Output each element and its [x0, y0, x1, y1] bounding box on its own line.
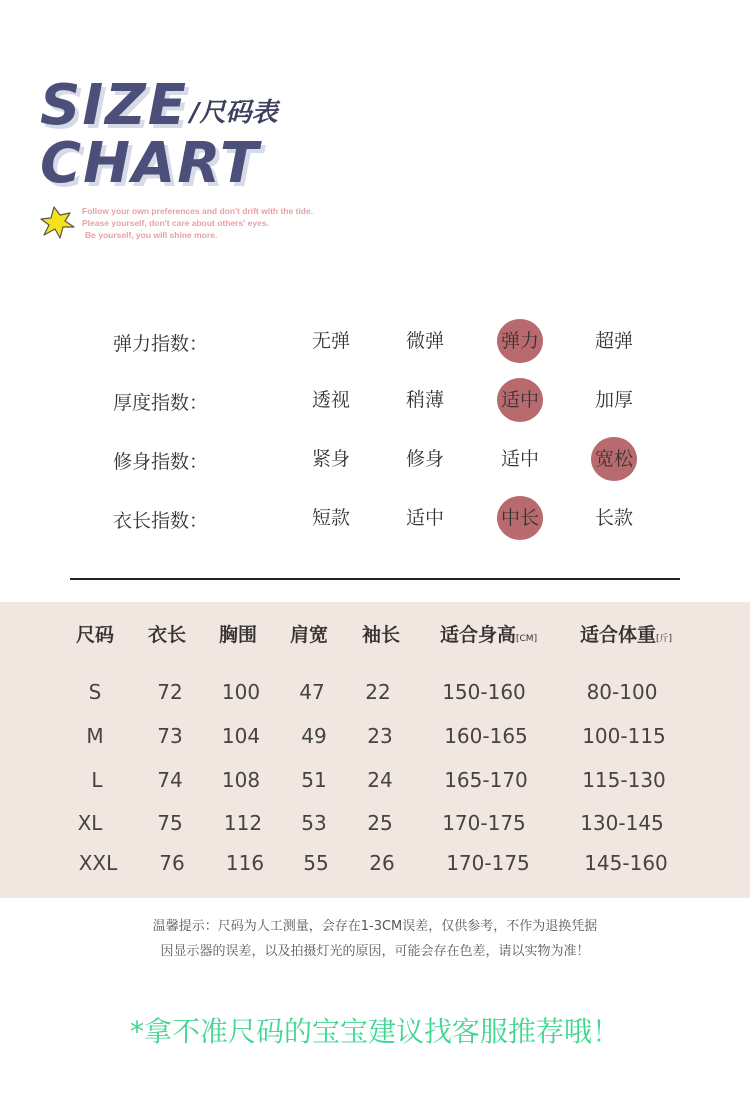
table-cell: 165-170 [444, 768, 528, 792]
note-line-2: 因显示器的误差，以及拍摄灯光的原因，可能会存在色差，请以实物为准！ [160, 944, 590, 959]
table-cell: 115-130 [582, 768, 666, 792]
table-cell: 108 [221, 768, 261, 792]
table-header-size: 尺码 [76, 624, 115, 646]
index-option: 超弹 [594, 330, 633, 352]
index-option: 短款 [311, 507, 350, 529]
table-header-height-unit: [CM] [516, 634, 538, 644]
table-header-height-label: 适合身高 [440, 624, 517, 646]
title-chart: CHART [40, 131, 261, 196]
table-cell: 25 [367, 811, 393, 835]
index-option: 修身 [405, 448, 444, 470]
table-cell: M [86, 724, 104, 748]
table-cell: L [91, 768, 103, 792]
index-row-elasticity [0, 319, 750, 363]
table-cell: 74 [157, 768, 183, 792]
index-label: 修身指数： [113, 451, 209, 473]
table-cell: 72 [157, 680, 183, 704]
table-cell: 51 [301, 768, 327, 792]
table-cell: XL [77, 811, 103, 835]
section-divider [70, 578, 680, 580]
index-option-selected: 中长 [497, 496, 543, 540]
table-cell: 53 [301, 811, 327, 835]
index-option: 微弹 [405, 330, 444, 352]
table-cell: 26 [369, 851, 395, 875]
table-header-chest: 胸围 [219, 624, 258, 646]
table-cell: 47 [299, 680, 325, 704]
table-cell: 75 [157, 811, 183, 835]
slogan-line-3: Be yourself, you will shine more. [85, 230, 218, 240]
title-chinese: /尺码表 [190, 98, 278, 128]
table-cell: 104 [221, 724, 261, 748]
index-option: 适中 [500, 448, 539, 470]
table-header-sleeve: 袖长 [362, 624, 401, 646]
table-cell: 49 [301, 724, 327, 748]
slogan-line-2: Please yourself, don't care about others' eyes. [82, 218, 269, 228]
index-row-length [0, 496, 750, 540]
index-option: 适中 [405, 507, 444, 529]
index-row-thickness [0, 378, 750, 422]
index-option: 紧身 [311, 448, 350, 470]
table-cell: 55 [303, 851, 329, 875]
table-cell: S [88, 680, 102, 704]
index-option: 长款 [594, 507, 633, 529]
table-cell: 100-115 [582, 724, 666, 748]
table-cell: 24 [367, 768, 393, 792]
table-cell: 112 [223, 811, 263, 835]
star-icon [38, 205, 78, 241]
table-cell: 160-165 [444, 724, 528, 748]
table-cell: 22 [365, 680, 391, 704]
table-header-height [440, 620, 537, 647]
slogan [82, 205, 313, 241]
title-size: SIZE [40, 73, 189, 138]
table-header-shoulder: 肩宽 [290, 624, 329, 646]
table-cell: 116 [225, 851, 265, 875]
index-option: 透视 [311, 389, 350, 411]
table-header-weight [580, 620, 672, 647]
note-line-1: 温馨提示：尺码为人工测量，会存在1-3CM误差，仅供参考，不作为退换凭据 [152, 919, 598, 934]
table-header-weight-label: 适合体重 [580, 624, 657, 646]
table-cell: 73 [157, 724, 183, 748]
table-cell: 170-175 [442, 811, 526, 835]
index-option-selected: 宽松 [591, 437, 637, 481]
table-cell: 130-145 [580, 811, 664, 835]
customer-service-tip: *拿不准尺码的宝宝建议找客服推荐哦！ [129, 1015, 620, 1048]
index-label: 衣长指数： [113, 510, 209, 532]
index-option: 稍薄 [405, 389, 444, 411]
table-cell: 170-175 [446, 851, 530, 875]
index-label: 弹力指数： [113, 333, 209, 355]
table-cell: 23 [367, 724, 393, 748]
table-cell: 145-160 [584, 851, 668, 875]
index-option-selected: 弹力 [497, 319, 543, 363]
table-cell: 150-160 [442, 680, 526, 704]
table-cell: 80-100 [586, 680, 658, 704]
table-cell: 76 [159, 851, 185, 875]
table-cell: 100 [221, 680, 261, 704]
table-header-length: 衣长 [148, 624, 187, 646]
index-row-fit [0, 437, 750, 481]
table-header-weight-unit: [斤] [656, 634, 673, 644]
index-label: 厚度指数： [113, 392, 209, 414]
table-cell: XXL [78, 851, 118, 875]
index-option-selected: 适中 [497, 378, 543, 422]
index-option: 加厚 [594, 389, 633, 411]
slogan-line-1: Follow your own preferences and don't drift with the tide. [82, 206, 314, 216]
index-option: 无弹 [311, 330, 350, 352]
